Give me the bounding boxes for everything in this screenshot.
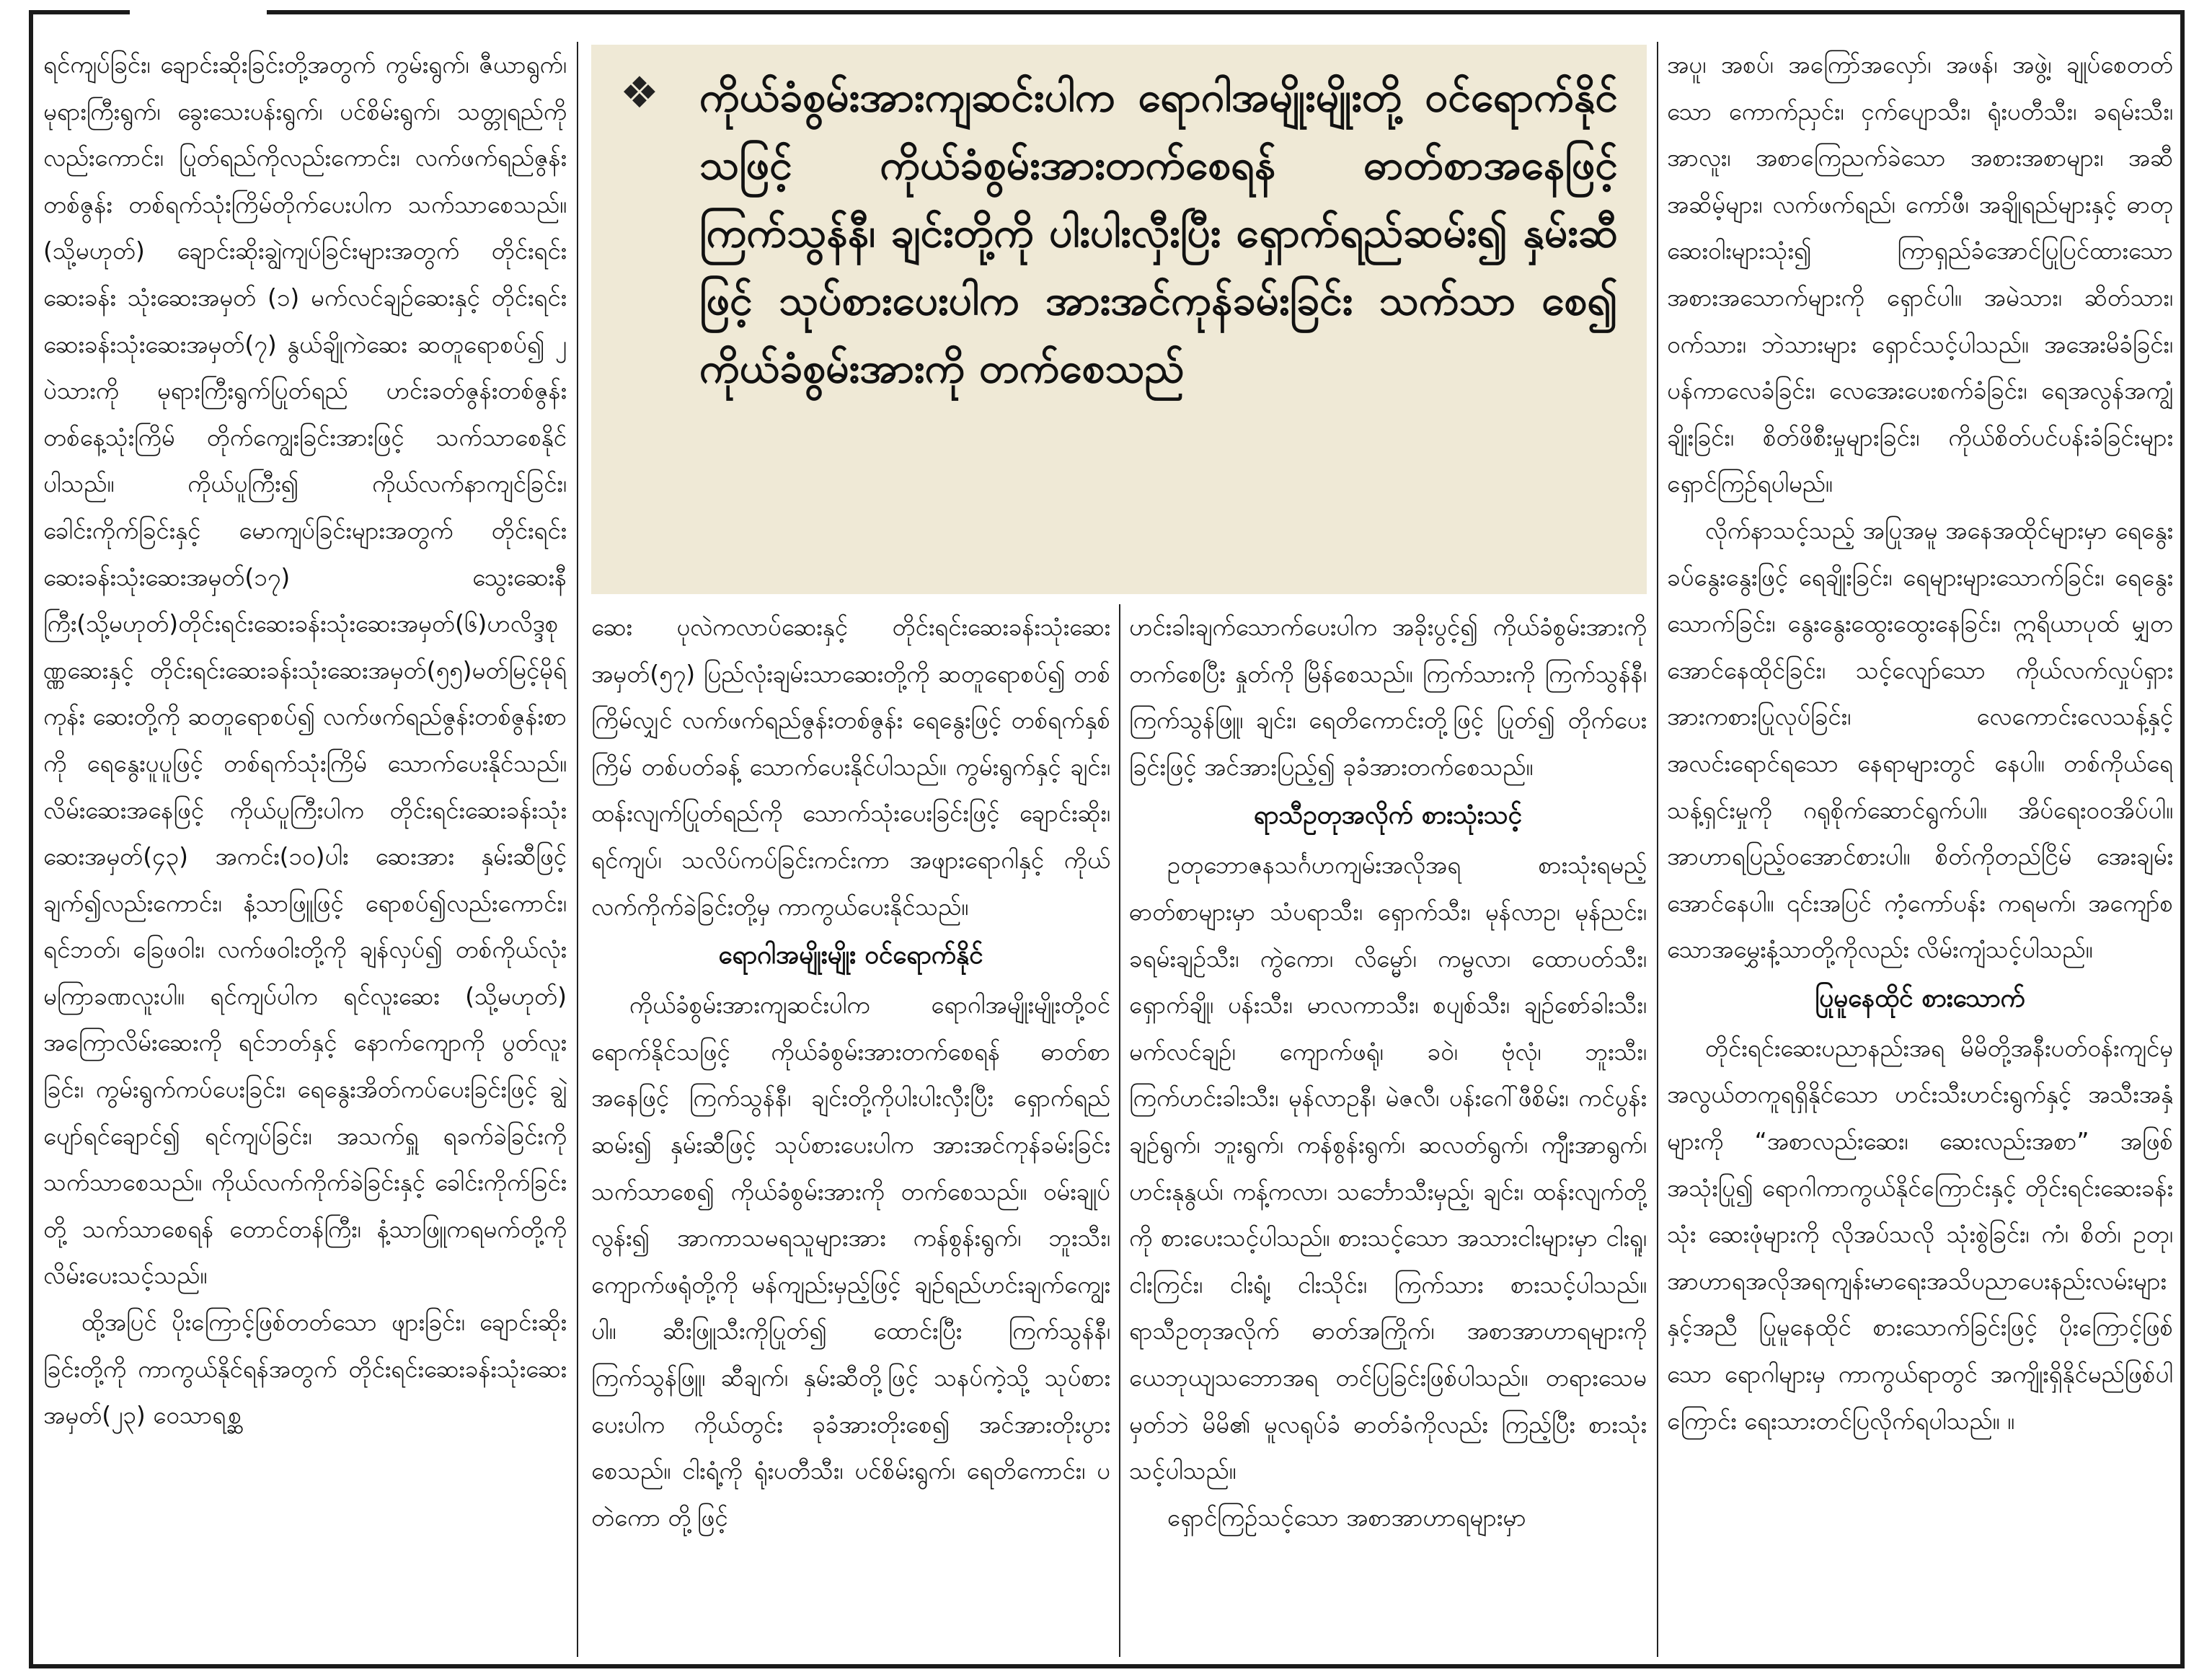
column-4-paragraph-2: လိုက်နာသင့်သည့် အပြုအမူ အနေအထိုင်များမှာ ရေနွေးခပ်နွေးနွေးဖြင့် ရေချိုးခြင်း၊ ရေများများသောက်ခြင်း၊ ရေနွေးသောက်ခြင်း၊ နွေးနွေးထွေးထွေးနေခြင်း၊ ဣရိယာပုထ် မျှတအောင်နေထိုင်ခြင်း၊ သင့်လျော်သော ကိုယ်လက်လှုပ်ရှားအားကစားပြုလုပ်ခြင်း၊ လေကောင်းလေသန့်နှင့် အလင်းရောင်ရသော နေရာများတွင် နေပါ။ တစ်ကိုယ်ရေသန့်ရှင်းမှုကို ဂရုစိုက်ဆောင်ရွက်ပါ။ အိပ်ရေးဝဝအိပ်ပါ။ အာဟာရပြည့်ဝအောင်စားပါ။ စိတ်ကိုတည်ငြိမ် အေးချမ်းအောင်နေပါ။ ၎င်းအပြင် ကံ့ကော်ပန်း ကရမက်၊ အကျော်စသောအမွှေးနံ့သာတို့ကိုလည်း လိမ်းကျံသင့်ပါသည်။ [1667,516,2173,964]
article-column-2 [591,604,1110,1657]
column-2-paragraph-2: ကိုယ်ခံစွမ်းအားကျဆင်းပါက ရောဂါအမျိုးမျိုးတို့ဝင်ရောက်နိုင်သဖြင့် ကိုယ်ခံစွမ်းအားတက်စေရန် ဓာတ်စာအနေဖြင့် ကြက်သွန်နီ၊ ချင်းတို့ကိုပါးပါးလှီးပြီး ရှောက်ရည်ဆမ်း၍ နှမ်းဆီဖြင့် သုပ်စားပေးပါက အားအင်ကုန်ခမ်းခြင်း သက်သာစေ၍ ကိုယ်ခံစွမ်းအားကို တက်စေသည်။ ဝမ်းချုပ်လွန်း၍ အာကာသမရသူများအား ကန်စွန်းရွက်၊ ဘူးသီး၊ ကျောက်ဖရုံတို့ကို မန်ကျည်းမှည့်ဖြင့် ချဉ်ရည်ဟင်းချက်ကျွေးပါ။ ဆီးဖြူသီးကိုပြုတ်၍ ထောင်းပြီး ကြက်သွန်နီ၊ ကြက်သွန်ဖြူ၊ ဆီချက်၊ နှမ်းဆီတို့ဖြင့် သနပ်ကဲ့သို့ သုပ်စားပေးပါက ကိုယ်တွင်း ခုခံအားတိုးစေ၍ အင်အားတိုးပွားစေသည်။ ငါးရံ့ကို ရုံးပတီသီး၊ ပင်စိမ်းရွက်၊ ရေတိကောင်း၊ ပတဲကော တို့ဖြင့် [591,991,1110,1531]
column-divider-1 [577,42,578,1657]
section-heading-seasonal: ရာသီဥတုအလိုက် စားသုံးသင့် [1253,801,1523,831]
four-diamond-bullet-icon: ❖ [620,68,659,118]
column-4-paragraph-3: တိုင်းရင်းဆေးပညာနည်းအရ မိမိတို့အနီးပတ်ဝန်းကျင်မှ အလွယ်တကူရရှိနိုင်သော ဟင်းသီးဟင်းရွက်နှင့် အသီးအနှံများကို “အစာလည်းဆေး၊ ဆေးလည်းအစာ” အဖြစ် အသုံးပြု၍ ရောဂါကာကွယ်နိုင်ကြောင်းနှင့် တိုင်းရင်းဆေးခန်းသုံး ဆေးဖုံများကို လိုအပ်သလို သုံးစွဲခြင်း၊ ကံ၊ စိတ်၊ ဥတု၊ အာဟာရအလိုအရကျန်းမာရေးအသိပညာပေးနည်းလမ်းများနှင့်အညီ ပြုမူနေထိုင် စားသောက်ခြင်းဖြင့် ပိုးကြောင့်ဖြစ်သော ရောဂါများမှ ကာကွယ်ရာတွင် အကျိုးရှိနိုင်မည်ဖြစ်ပါကြောင်း ရေးသားတင်ပြလိုက်ရပါသည်။ ။ [1667,1033,2173,1435]
column-3-paragraph-2: ဥတုဘောဇနသင်္ဂဟကျမ်းအလိုအရ စားသုံးရမည့် ဓာတ်စာများမှာ သံပရာသီး၊ ရှောက်သီး၊ မုန်လာဥ၊ မုန်ညင်း၊ ခရမ်းချဉ်သီး၊ ကွဲကော၊ လိမ္မော်၊ ကမ္ဗလာ၊ ထောပတ်သီး၊ ရှောက်ချို၊ ပန်းသီး၊ မာလကာသီး၊ စပျစ်သီး၊ ချဉ်စော်ခါးသီး၊ မက်လင်ချဉ်၊ ကျောက်ဖရုံ၊ ခဝဲ၊ ဗုံလုံ၊ ဘူးသီး၊ ကြက်ဟင်းခါးသီး၊ မုန်လာဥနီ၊ မဲဇလီ၊ ပန်းဂေါ်ဖီစိမ်း၊ ကင်ပွန်းချဉ်ရွက်၊ ဘူးရွက်၊ ကန်စွန်းရွက်၊ ဆလတ်ရွက်၊ ကျီးအာရွက်၊ ဟင်းနုနွယ်၊ ကန့်ကလာ၊ သင်္ဘောသီးမှည့်၊ ချင်း၊ ထန်းလျက်တို့ကို စားပေးသင့်ပါသည်။ စားသင့်သော အသားငါးများမှာ ငါးရူ၊ ငါးကြင်း၊ ငါးရံ့၊ ငါးသိုင်း၊ ကြက်သား စားသင့်ပါသည်။ ရာသီဥတုအလိုက် ဓာတ်အကြိုက်၊ အစာအာဟာရများကို ယေဘုယျသဘောအရ တင်ပြခြင်းဖြစ်ပါသည်။ တရားသေမမှတ်ဘဲ မိမိ၏ မူလရုပ်ခံ ဓာတ်ခံကိုလည်း ကြည့်ပြီး စားသုံးသင့်ပါသည်။ [1129,851,1647,1485]
column-2-paragraph-1: ဆေး ပုလဲကလာပ်ဆေးနှင့် တိုင်းရင်းဆေးခန်းသုံးဆေး အမှတ်(၅၇) ပြည်လုံးချမ်းသာဆေးတို့ကို ဆတူရောစပ်၍ တစ်ကြိမ်လျှင် လက်ဖက်ရည်ဇွန်းတစ်ဇွန်း ရေနွေးဖြင့် တစ်ရက်နှစ်ကြိမ် တစ်ပတ်ခန့် သောက်ပေးနိုင်ပါသည်။ ကွမ်းရွက်နှင့် ချင်း၊ ထန်းလျက်ပြုတ်ရည်ကို သောက်သုံးပေးခြင်းဖြင့် ချောင်းဆိုး၊ ရင်ကျပ်၊ သလိပ်ကပ်ခြင်းကင်းကာ အဖျားရောဂါနှင့် ကိုယ်လက်ကိုက်ခဲခြင်းတို့မှ ကာကွယ်ပေးနိုင်သည်။ [591,613,1110,921]
column-1-paragraph-1: ရင်ကျပ်ခြင်း၊ ချောင်းဆိုးခြင်းတို့အတွက် ကွမ်းရွက်၊ ဇီယာရွက်၊ မုရားကြီးရွက်၊ ခွေးသေးပန်းရွက်၊ ပင်စိမ်းရွက်၊ သတ္တုရည်ကိုလည်းကောင်း၊ ပြုတ်ရည်ကိုလည်းကောင်း၊ လက်ဖက်ရည်ဇွန်း တစ်ဇွန်း တစ်ရက်သုံးကြိမ်တိုက်ပေးပါက သက်သာစေသည်။ (သို့မဟုတ်) ချောင်းဆိုးချွဲကျပ်ခြင်းများအတွက် တိုင်းရင်းဆေးခန်း သုံးဆေးအမှတ် (၁) မက်လင်ချဉ်ဆေးနှင့် တိုင်းရင်းဆေးခန်းသုံးဆေးအမှတ်(၇) နွယ်ချိုကဲဆေး ဆတူရောစပ်၍ ၂ ပဲသားကို မုရားကြီးရွက်ပြုတ်ရည် ဟင်းခတ်ဇွန်းတစ်ဇွန်း တစ်နေ့သုံးကြိမ် တိုက်ကျွေးခြင်းအားဖြင့် သက်သာစေနိုင်ပါသည်။ ကိုယ်ပူကြီး၍ ကိုယ်လက်နာကျင်ခြင်း၊ ခေါင်းကိုက်ခြင်းနှင့် မောကျပ်ခြင်းများအတွက် တိုင်းရင်းဆေးခန်းသုံးဆေးအမှတ်(၁၇) သွေးဆေးနီကြီး(သို့မဟုတ်)တိုင်းရင်းဆေးခန်းသုံးဆေးအမှတ်(၆)ဟလိဒ္ဒစုဏ္ဏဆေးနှင့် တိုင်းရင်းဆေးခန်းသုံးဆေးအမှတ်(၅၅)မတ်မြင့်မိုရ်ကုန်း ဆေးတို့ကို ဆတူရောစပ်၍ လက်ဖက်ရည်ဇွန်းတစ်ဇွန်းစာကို ရေနွေးပူပူဖြင့် တစ်ရက်သုံးကြိမ် သောက်ပေးနိုင်သည်။ လိမ်းဆေးအနေဖြင့် ကိုယ်ပူကြီးပါက တိုင်းရင်းဆေးခန်းသုံး ဆေးအမှတ်(၄၃) အကင်း(၁၀)ပါး ဆေးအား နှမ်းဆီဖြင့်ချက်၍လည်းကောင်း၊ နံ့သာဖြူဖြင့် ရောစပ်၍လည်းကောင်း၊ ရင်ဘတ်၊ ခြေဖဝါး၊ လက်ဖဝါးတို့ကို ချန်လှပ်၍ တစ်ကိုယ်လုံး မကြာခဏလူးပါ။ ရင်ကျပ်ပါက ရင်လူးဆေး (သို့မဟုတ်) အကြောလိမ်းဆေးကို ရင်ဘတ်နှင့် နောက်ကျောကို ပွတ်လူးခြင်း၊ ကွမ်းရွက်ကပ်ပေးခြင်း၊ ရေနွေးအိတ်ကပ်ပေးခြင်းဖြင့် ချွဲပျော်ရင်ချောင်၍ ရင်ကျပ်ခြင်း၊ အသက်ရှူ ရခက်ခဲခြင်းကို သက်သာစေသည်။ ကိုယ်လက်ကိုက်ခဲခြင်းနှင့် ခေါင်းကိုက်ခြင်းတို့ သက်သာစေရန် တောင်တန်ကြီး၊ နံ့သာဖြူကရမက်တို့ကို လိမ်းပေးသင့်သည်။ [43,50,567,1290]
article-column-4 [1667,42,2173,1657]
article-column-1 [43,42,567,1657]
border-gap [130,4,267,20]
headline-callout [591,45,1647,594]
article-column-3 [1129,604,1647,1657]
column-divider-2 [1119,604,1120,1657]
section-heading-lifestyle: ပြုမူနေထိုင် စားသောက် [1815,983,2025,1013]
column-3-paragraph-1: ဟင်းခါးချက်သောက်ပေးပါက အခိုးပွင့်၍ ကိုယ်ခံစွမ်းအားကိုတက်စေပြီး နှုတ်ကို မြိန်စေသည်။ ကြက်သားကို ကြက်သွန်နီ၊ ကြက်သွန်ဖြူ၊ ချင်း၊ ရေတိကောင်းတို့ဖြင့် ပြုတ်၍ တိုက်ပေးခြင်းဖြင့် အင်အားပြည့်၍ ခုခံအားတက်စေသည်။ [1129,613,1647,781]
column-3-paragraph-3: ရှောင်ကြဉ်သင့်သော အစာအာဟာရများမှာ [1167,1503,1526,1531]
column-1-paragraph-2: ထို့အပြင် ပိုးကြောင့်ဖြစ်တတ်သော ဖျားခြင်း၊ ချောင်းဆိုးခြင်းတို့ကို ကာကွယ်နိုင်ရန်အတွက် တိုင်းရင်းဆေးခန်းသုံးဆေးအမှတ်(၂၃) ဝေသာရစ္ဆ [43,1308,567,1430]
column-4-paragraph-1: အပူ၊ အစပ်၊ အကြော်အလှော်၊ အဖန်၊ အဖွဲ့၊ ချုပ်စေတတ်သော ကောက်ညှင်း၊ ငှက်ပျောသီး၊ ရုံးပတီသီး၊ ခရမ်းသီး၊ အာလူး၊ အစာကြေညက်ခဲသော အစားအစာများ၊ အဆီအဆိမ့်များ၊ လက်ဖက်ရည်၊ ကော်ဖီ၊ အချိုရည်များနှင့် ဓာတုဆေးဝါးများသုံး၍ ကြာရှည်ခံအောင်ပြုပြင်ထားသော အစားအသောက်များကို ရှောင်ပါ။ အမဲသား၊ ဆိတ်သား၊ ဝက်သား၊ ဘဲသားများ ရှောင်သင့်ပါသည်။ အအေးမိခံခြင်း၊ ပန်ကာလေခံခြင်း၊ လေအေးပေးစက်ခံခြင်း၊ ရေအလွန်အကျွံချိုးခြင်း၊ စိတ်ဖိစီးမှုများခြင်း၊ ကိုယ်စိတ်ပင်ပန်းခံခြင်းများ ရှောင်ကြဉ်ရပါမည်။ [1667,50,2173,498]
headline-text: ကိုယ်ခံစွမ်းအားကျဆင်းပါက ရောဂါအမျိုးမျိုးတို့ ဝင်ရောက်နိုင်သဖြင့် ကိုယ်ခံစွမ်းအားတက်စေရန် ဓာတ်စာအနေဖြင့် ကြက်သွန်နီ၊ ချင်းတို့ကို ပါးပါးလှီးပြီး ရှောက်ရည်ဆမ်း၍ နှမ်းဆီဖြင့် သုပ်စားပေးပါက အားအင်ကုန်ခမ်းခြင်း သက်သာ စေ၍ ကိုယ်ခံစွမ်းအားကို တက်စေသည် [699,74,1618,392]
section-heading-diseases: ရောဂါအမျိုးမျိုး ဝင်ရောက်နိုင် [718,941,983,971]
column-divider-3 [1657,42,1658,1657]
